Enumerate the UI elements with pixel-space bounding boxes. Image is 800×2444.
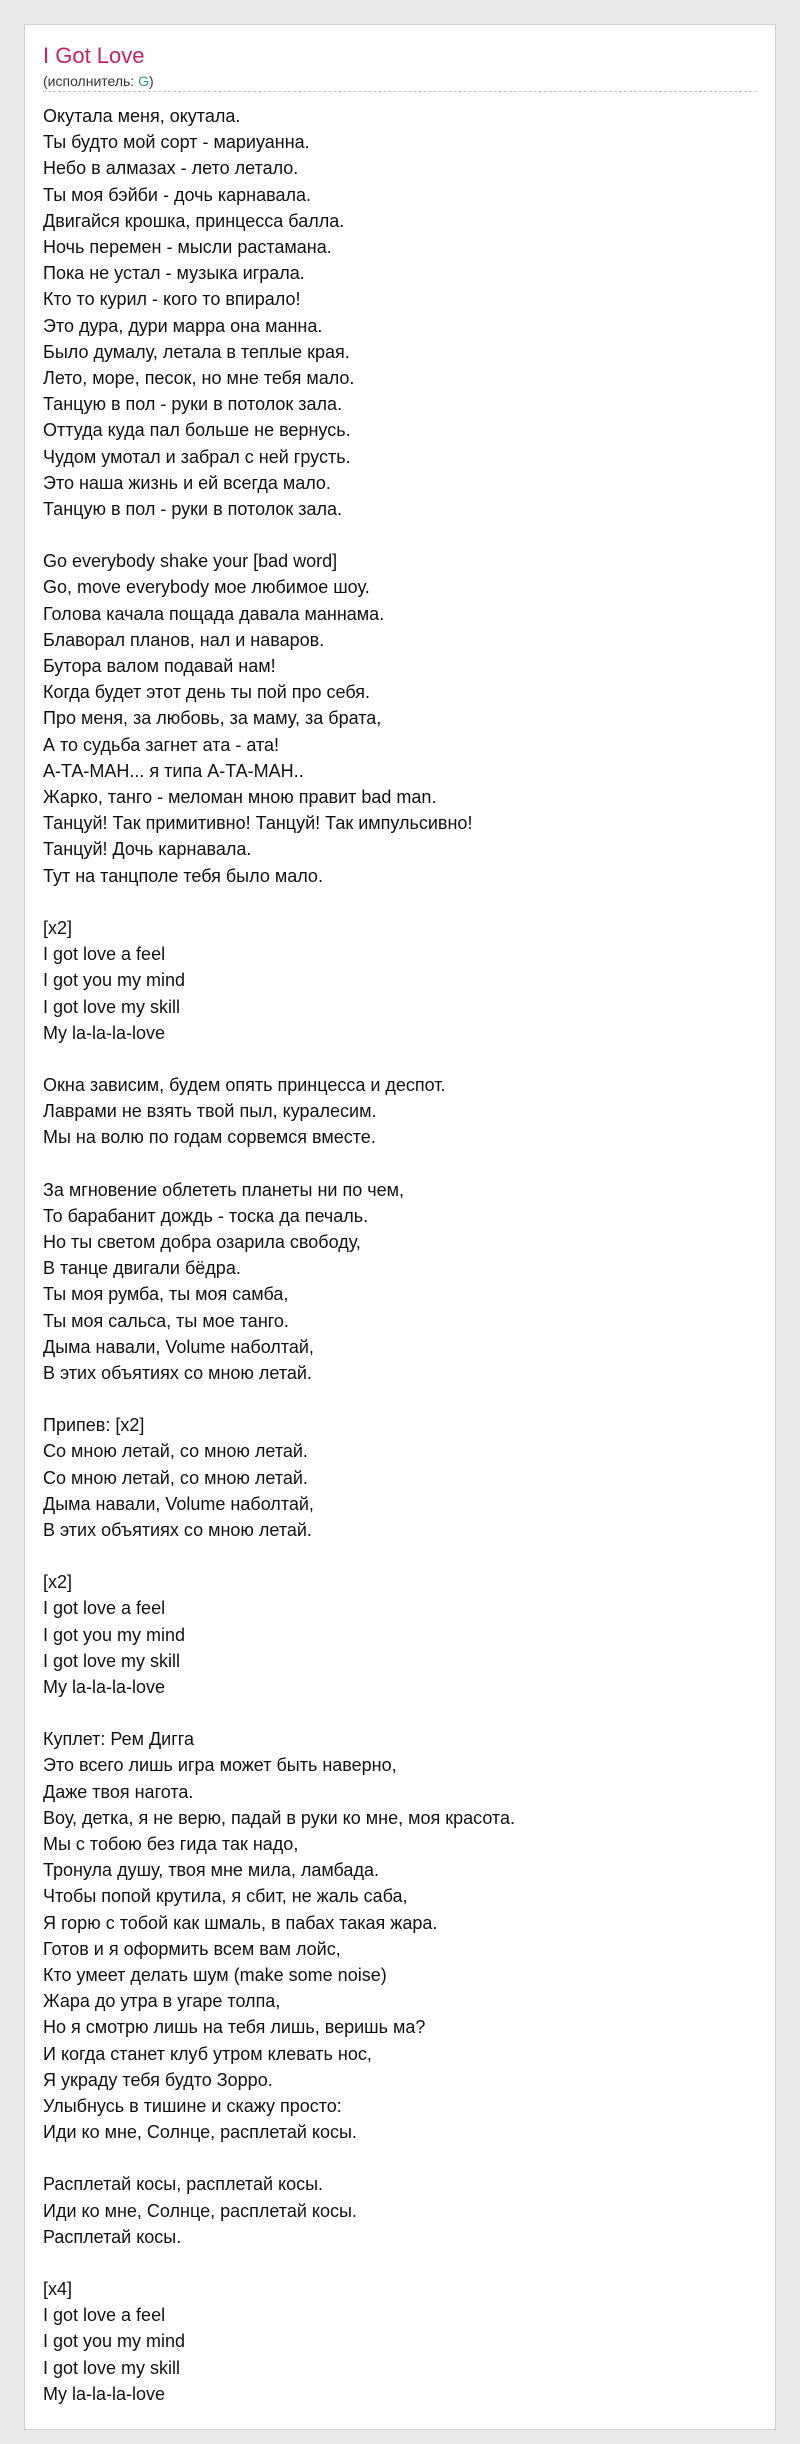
lyric-line: Ты моя бэйби - дочь карнавала.	[43, 184, 311, 205]
artist-link[interactable]: G	[138, 73, 149, 89]
lyrics-stanza	[43, 1072, 753, 1151]
lyric-line: Небо в алмазах - лето летало.	[43, 158, 299, 179]
lyrics-stanza	[43, 1177, 753, 1387]
lyric-line: Улыбнусь в тишине и скажу просто:	[43, 2096, 342, 2117]
lyric-line: Но я смотрю лишь на тебя лишь, веришь ма?	[43, 2017, 426, 2038]
lyric-line: I got love a feel	[43, 1598, 166, 1619]
lyric-line: В этих объятиях со мною летай.	[43, 1362, 312, 1383]
lyric-line: Жарко, танго - меломан мною правит bad man.	[43, 787, 437, 808]
lyric-line: Кто умеет делать шум (make some noise)	[43, 1965, 387, 1985]
lyric-line: За мгновение облететь планеты ни по чем,	[43, 1179, 404, 1200]
lyric-line: Было думалу, летала в теплые края.	[43, 341, 350, 362]
lyric-line: [x2]	[43, 917, 73, 938]
lyric-line: Расплетай косы, расплетай косы.	[43, 2174, 324, 2195]
lyric-line: И когда станет клуб утром клевать нос,	[43, 2043, 372, 2064]
lyric-line: Окутала меня, окутала.	[43, 106, 241, 126]
lyric-line: Даже твоя нагота.	[43, 1781, 194, 1802]
lyric-line: Лето, море, песок, но мне тебя мало.	[43, 368, 355, 389]
lyric-line: Оттуда куда пал больше не вернусь.	[43, 420, 351, 441]
lyric-line: Это дура, дури марра она манна.	[43, 315, 323, 336]
lyric-line: Окна зависим, будем опять принцесса и деспот.	[43, 1074, 446, 1095]
lyric-line: Тут на танцполе тебя было мало.	[43, 865, 323, 886]
lyric-line: Расплетай косы.	[43, 2226, 182, 2247]
lyric-line: Жара до утра в угаре толпа,	[43, 1991, 281, 2012]
lyric-line: Ты моя румба, ты моя самба,	[43, 1284, 289, 1305]
lyric-line: Со мною летай, со мною летай.	[43, 1441, 308, 1462]
lyric-line: [x4]	[43, 2279, 73, 2300]
lyric-line: Go everybody shake your [bad word]	[43, 551, 338, 572]
artist-byline	[43, 72, 154, 90]
lyrics-stanza	[43, 103, 753, 522]
lyric-line: My la-la-la-love	[43, 2383, 166, 2404]
lyric-line: Кто то курил - кого то впирало!	[43, 289, 301, 310]
lyrics-body	[43, 103, 753, 2433]
lyric-line: Ты будто мой сорт - мариуанна.	[43, 132, 310, 153]
lyric-line: Дыма навали, Volume наболтай,	[43, 1336, 314, 1357]
lyric-line: Go, move everybody мое любимое шоу.	[43, 577, 370, 598]
song-title: I Got Love	[43, 43, 145, 68]
lyric-line: I got love my skill	[43, 996, 181, 1017]
artist-suffix: )	[148, 73, 154, 89]
lyric-line: Чтобы попой крутила, я сбит, не жаль саба,	[43, 1886, 408, 1907]
lyric-line: [x2]	[43, 1572, 73, 1593]
lyric-line: Танцую в пол - руки в потолок зала.	[43, 394, 343, 415]
lyric-line: Танцую в пол - руки в потолок зала.	[43, 499, 343, 520]
lyric-line: Ты моя сальса, ты мое танго.	[43, 1310, 289, 1331]
divider	[43, 91, 757, 92]
lyrics-stanza	[43, 1726, 753, 2145]
lyric-line: Иди ко мне, Солнце, расплетай косы.	[43, 2122, 357, 2143]
lyric-line: Дыма навали, Volume наболтай,	[43, 1493, 314, 1514]
lyric-line: В этих объятиях со мною летай.	[43, 1519, 312, 1540]
lyrics-stanza	[43, 1412, 753, 1543]
lyric-line: Ночь перемен - мысли растамана.	[43, 237, 332, 258]
lyric-line: Голова качала пощада давала маннама.	[43, 603, 385, 624]
lyric-line: My la-la-la-love	[43, 1676, 166, 1697]
lyric-line: Я горю с тобой как шмаль, в пабах такая жара.	[43, 1912, 438, 1933]
artist-prefix: (исполнитель:	[43, 73, 139, 89]
lyrics-stanza	[43, 915, 753, 1046]
lyric-line: Лаврами не взять твой пыл, куралесим.	[43, 1101, 377, 1122]
lyric-line: I got love my skill	[43, 1650, 181, 1671]
lyric-line: Готов и я оформить всем вам лойс,	[43, 1938, 341, 1959]
lyric-line: А-ТА-МАН... я типа А-ТА-МАН..	[43, 760, 304, 781]
lyric-line: Это наша жизнь и ей всегда мало.	[43, 472, 331, 493]
lyric-line: Воу, детка, я не верю, падай в руки ко мне, моя красота.	[43, 1807, 515, 1828]
lyric-line: Танцуй! Дочь карнавала.	[43, 839, 252, 860]
lyrics-stanza	[43, 2171, 753, 2250]
lyric-line: Двигайся крошка, принцесса балла.	[43, 210, 345, 231]
lyric-line: Мы на волю по годам сорвемся вместе.	[43, 1127, 376, 1148]
lyric-line: Бутора валом подавай нам!	[43, 656, 276, 677]
lyric-line: То барабанит дождь - тоска да печаль.	[43, 1205, 369, 1226]
lyric-line: Это всего лишь игра может быть наверно,	[43, 1755, 397, 1776]
lyric-line: Со мною летай, со мною летай.	[43, 1467, 308, 1488]
lyric-line: В танце двигали бёдра.	[43, 1258, 241, 1279]
lyric-line: I got love a feel	[43, 944, 166, 965]
lyric-line: Тронула душу, твоя мне мила, ламбада.	[43, 1860, 379, 1881]
lyric-line: Иди ко мне, Солнце, расплетай косы.	[43, 2200, 357, 2221]
lyric-line: Я украду тебя будто Зорро.	[43, 2069, 273, 2090]
lyrics-page	[24, 24, 776, 2430]
lyric-line: I got love a feel	[43, 2305, 166, 2326]
lyric-line: Танцуй! Так примитивно! Танцуй! Так импульсивно!	[43, 813, 473, 834]
lyric-line: Мы с тобою без гида так надо,	[43, 1833, 299, 1854]
lyrics-stanza	[43, 2276, 753, 2407]
lyric-line: I got you my mind	[43, 2331, 186, 2352]
lyric-line: Про меня, за любовь, за маму, за брата,	[43, 708, 382, 729]
lyric-line: I got you my mind	[43, 1624, 186, 1645]
lyric-line: Блаворал планов, нал и наваров.	[43, 629, 325, 650]
lyric-line: Когда будет этот день ты пой про себя.	[43, 682, 371, 703]
lyric-line: I got love my skill	[43, 2357, 181, 2378]
lyrics-stanza	[43, 1569, 753, 1700]
lyric-line: Куплет: Рем Дигга	[43, 1729, 194, 1750]
lyric-line: Пока не устал - музыка играла.	[43, 263, 305, 284]
lyrics-stanza	[43, 548, 753, 889]
lyric-line: Припев: [x2]	[43, 1415, 145, 1436]
lyric-line: Но ты светом добра озарила свободу,	[43, 1231, 361, 1252]
lyric-line: My la-la-la-love	[43, 1022, 166, 1043]
lyric-line: I got you my mind	[43, 970, 186, 991]
lyric-line: Чудом умотал и забрал с ней грусть.	[43, 446, 351, 467]
lyric-line: А то судьба загнет ата - ата!	[43, 734, 280, 755]
